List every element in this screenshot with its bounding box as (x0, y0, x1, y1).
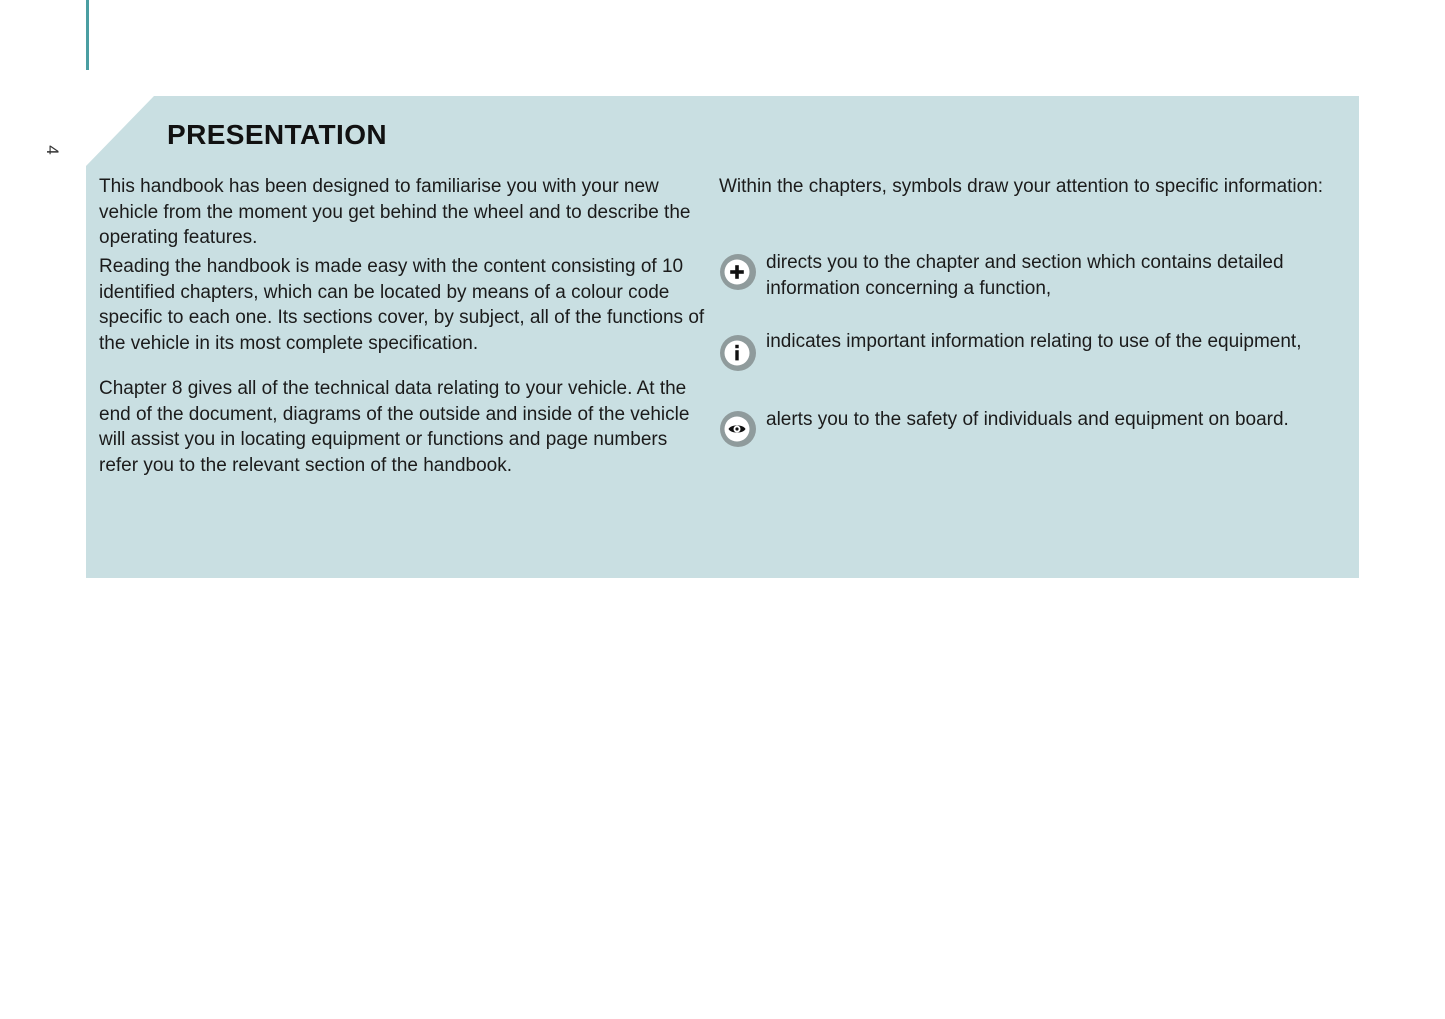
chapter-accent-rule (86, 0, 89, 70)
info-icon (719, 334, 757, 372)
plus-icon (719, 253, 757, 291)
intro-paragraph-1: This handbook has been designed to familiarise you with your new vehicle from the moment you get behind the wheel and to describe the operating features. (99, 176, 691, 248)
intro-paragraph-2: Reading the handbook is made easy with the content consisting of 10 identified chapters, which can be located by means of a colour code specific to each one. Its sections cover, by subject, all of the functions of the vehicle in its most complete specification. (99, 256, 705, 354)
intro-paragraph-3: Chapter 8 gives all of the technical data relating to your vehicle. At the end of the document, diagrams of the outside and inside of the vehicle will assist you in locating equipment or functions and page numbers refer you to the relevant section of the handbook. (99, 378, 690, 476)
symbol-plus-text: directs you to the chapter and section which contains detailed information concerning a function, (766, 252, 1284, 299)
page-title: PRESENTATION (167, 119, 387, 150)
eye-icon (719, 410, 757, 448)
symbol-info-text: indicates important information relating to use of the equipment, (766, 331, 1302, 352)
symbol-eye-text: alerts you to the safety of individuals and equipment on board. (766, 409, 1289, 430)
page-number: 4 (43, 145, 62, 155)
symbols-intro: Within the chapters, symbols draw your attention to specific information: (719, 176, 1324, 197)
